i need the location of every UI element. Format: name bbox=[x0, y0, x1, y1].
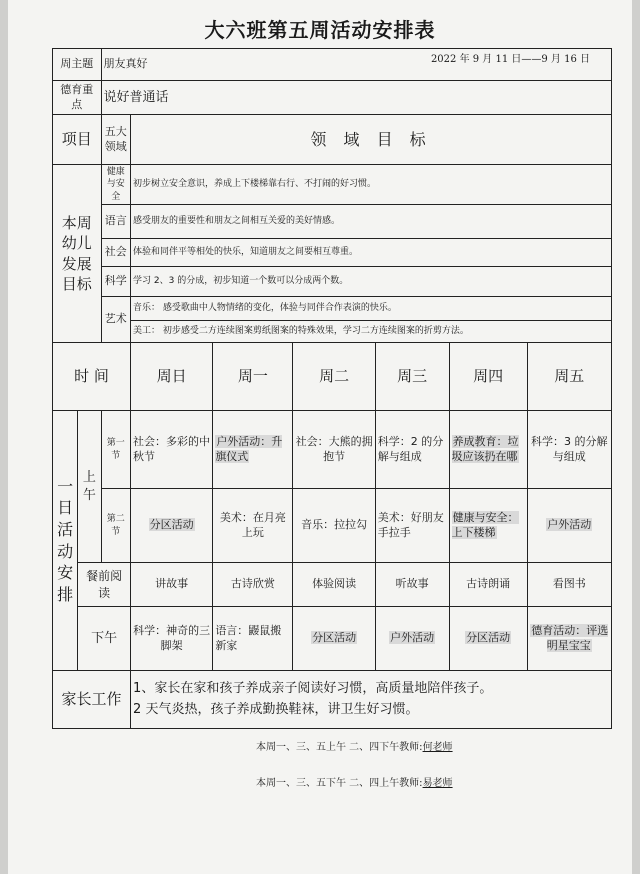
day-header: 周一 bbox=[213, 343, 293, 411]
session1-cell bbox=[375, 411, 449, 489]
arts-music-text: 音乐： 感受歌曲中人物情绪的变化，体验与同伴合作表演的快乐。 bbox=[131, 297, 612, 321]
goals-section-label: 本周幼儿发展目标 bbox=[53, 165, 102, 343]
session1-cell bbox=[131, 411, 213, 489]
activity-text: 社会：大熊的拥抱节 bbox=[295, 434, 373, 463]
item-label: 项目 bbox=[53, 115, 102, 165]
goal-row bbox=[53, 165, 612, 205]
days-header-row bbox=[53, 343, 612, 411]
arts-music-row bbox=[53, 297, 612, 321]
goal-text: 体验和同伴平等相处的快乐，知道朋友之间要相互尊重。 bbox=[131, 239, 612, 267]
day-header: 周二 bbox=[293, 343, 375, 411]
goal-domain: 健康与安全 bbox=[101, 165, 131, 205]
session2-cell bbox=[131, 489, 213, 563]
reading-cell: 听故事 bbox=[375, 563, 449, 607]
theme-label: 周主题 bbox=[53, 49, 102, 81]
teacher-schedule: 本周一、三、五下午 二、四上午教师: bbox=[256, 778, 423, 789]
goal-text: 学习 2、3 的分成，初步知道一个数可以分成两个数。 bbox=[131, 267, 612, 297]
afternoon-cell bbox=[131, 607, 213, 671]
session1-row bbox=[53, 411, 612, 489]
theme-row bbox=[53, 49, 612, 81]
activity-text: 分区活动 bbox=[466, 631, 511, 645]
activity-text: 社会：多彩的中秋节 bbox=[133, 434, 211, 463]
teacher-line bbox=[256, 774, 453, 789]
teacher-name: 何老师 bbox=[422, 742, 453, 753]
session2-label: 第二节 bbox=[101, 489, 131, 563]
afternoon-cell bbox=[527, 607, 611, 671]
activity-text: 户外活动 bbox=[547, 518, 592, 532]
activity-text: 音乐：拉拉勾 bbox=[301, 518, 368, 532]
teacher-schedule: 本周一、三、五上午 二、四下午教师: bbox=[256, 742, 423, 753]
morning-label: 上午 bbox=[78, 411, 101, 563]
session2-row bbox=[53, 489, 612, 563]
activity-text: 语言：鼹鼠搬新家 bbox=[215, 623, 282, 652]
teacher-line bbox=[256, 738, 453, 753]
activity-text: 户外活动：升旗仪式 bbox=[215, 434, 283, 463]
parent-item: 2 天气炎热，孩子养成勤换鞋袜，讲卫生好习惯。 bbox=[133, 701, 419, 717]
session2-cell bbox=[527, 489, 611, 563]
goal-row bbox=[53, 205, 612, 239]
schedule-section-label: 一日活动安排 bbox=[53, 411, 78, 671]
session1-cell bbox=[213, 411, 293, 489]
goal-text: 初步树立安全意识，养成上下楼梯靠右行、不打闹的好习惯。 bbox=[131, 165, 612, 205]
date-range: 2022 年 9 月 11 日——9 月 16 日 bbox=[430, 54, 590, 65]
reading-row bbox=[53, 563, 612, 607]
arts-domain: 艺术 bbox=[101, 297, 131, 343]
schedule-table bbox=[52, 48, 612, 729]
day-header: 周日 bbox=[131, 343, 213, 411]
reading-cell: 体验阅读 bbox=[293, 563, 375, 607]
reading-label: 餐前阅读 bbox=[78, 563, 131, 607]
activity-text: 分区活动 bbox=[149, 518, 194, 532]
session1-cell bbox=[449, 411, 527, 489]
goal-row bbox=[53, 267, 612, 297]
activity-text: 科学：神奇的三脚架 bbox=[133, 623, 211, 652]
activity-text: 健康与安全：上下楼梯 bbox=[451, 510, 519, 539]
parent-item: 1、家长在家和孩子养成亲子阅读好习惯，高质量地陪伴孩子。 bbox=[133, 681, 493, 697]
arts-art-text: 美工： 初步感受二方连续图案剪纸图案的特殊效果，学习二方连续图案的折剪方法。 bbox=[131, 321, 612, 343]
afternoon-cell bbox=[213, 607, 293, 671]
parent-row bbox=[53, 671, 612, 729]
goal-domain: 语言 bbox=[101, 205, 131, 239]
moral-value: 说好普通话 bbox=[101, 81, 611, 115]
moral-label: 德育重点 bbox=[53, 81, 102, 115]
day-header: 周三 bbox=[375, 343, 449, 411]
teacher-name: 易老师 bbox=[422, 778, 453, 789]
activity-text: 美术：好朋友手拉手 bbox=[377, 510, 444, 539]
activity-text: 科学：3 的分解与组成 bbox=[531, 434, 608, 463]
domains-label: 五大领域 bbox=[101, 115, 131, 165]
arts-art-row bbox=[53, 321, 612, 343]
session2-cell bbox=[375, 489, 449, 563]
goal-text: 感受朋友的重要性和朋友之间相互关爱的美好情感。 bbox=[131, 205, 612, 239]
reading-cell: 讲故事 bbox=[131, 563, 213, 607]
session1-cell bbox=[293, 411, 375, 489]
activity-text: 德育活动：评选明星宝宝 bbox=[531, 623, 609, 652]
session2-cell bbox=[293, 489, 375, 563]
day-header: 周五 bbox=[527, 343, 611, 411]
activity-text: 科学：2 的分解与组成 bbox=[377, 434, 444, 463]
afternoon-cell bbox=[293, 607, 375, 671]
activity-text: 分区活动 bbox=[312, 631, 357, 645]
afternoon-label: 下午 bbox=[78, 607, 131, 671]
parent-items bbox=[131, 671, 612, 729]
time-label: 时 间 bbox=[53, 343, 131, 411]
moral-row bbox=[53, 81, 612, 115]
parent-label: 家长工作 bbox=[53, 671, 131, 729]
activity-text: 养成教育：垃圾应该扔在哪 bbox=[451, 434, 519, 463]
reading-cell: 看图书 bbox=[527, 563, 611, 607]
activity-text: 户外活动 bbox=[390, 631, 435, 645]
session2-cell bbox=[213, 489, 293, 563]
activity-text: 美术：在月亮上玩 bbox=[219, 510, 286, 539]
reading-cell: 古诗欣赏 bbox=[213, 563, 293, 607]
goals-title: 领 域 目 标 bbox=[131, 115, 612, 165]
session1-label: 第一节 bbox=[101, 411, 131, 489]
session2-cell bbox=[449, 489, 527, 563]
reading-cell: 古诗朗诵 bbox=[449, 563, 527, 607]
session1-cell bbox=[527, 411, 611, 489]
afternoon-cell bbox=[449, 607, 527, 671]
goals-header-row bbox=[53, 115, 612, 165]
goal-domain: 科学 bbox=[101, 267, 131, 297]
theme-value: 朋友真好 bbox=[101, 49, 611, 81]
afternoon-row bbox=[53, 607, 612, 671]
goal-domain: 社会 bbox=[101, 239, 131, 267]
page-title: 大六班第五周活动安排表 bbox=[204, 18, 436, 42]
afternoon-cell bbox=[375, 607, 449, 671]
day-header: 周四 bbox=[449, 343, 527, 411]
goal-row bbox=[53, 239, 612, 267]
